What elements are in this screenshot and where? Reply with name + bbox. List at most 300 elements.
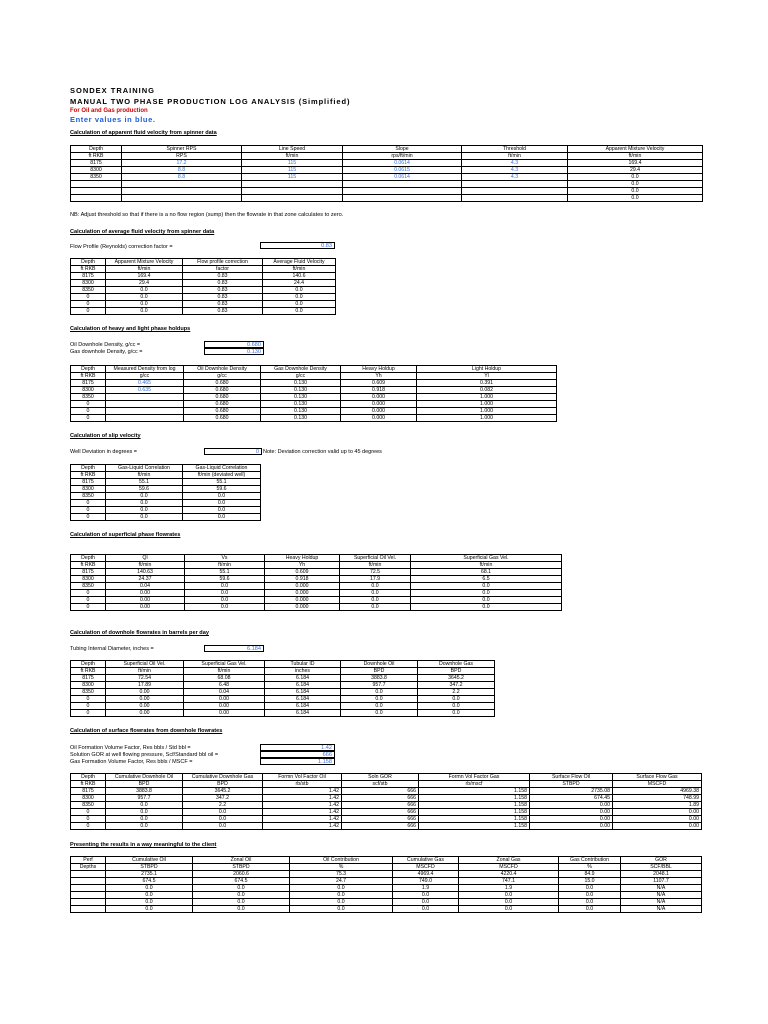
table-cell: 0 [71, 823, 106, 830]
table-cell: 957.7 [341, 682, 418, 689]
column-header: ft RKB [71, 562, 106, 569]
table-cell: 0.0 [568, 174, 703, 181]
table-cell: 8300 [71, 280, 106, 287]
table-row [71, 871, 702, 878]
table-cell: 0.0 [263, 308, 336, 315]
superficial-flowrates-table [70, 554, 562, 611]
column-header: STBPD [530, 781, 613, 788]
table-cell: 8175 [71, 479, 106, 486]
downhole-flowrates-table [70, 660, 495, 717]
table-cell: 0.0 [411, 597, 562, 604]
table-cell: 0.0 [559, 906, 621, 913]
column-header: BPD [106, 781, 183, 788]
column-header: % [559, 864, 621, 871]
column-header: ft/min [106, 472, 183, 479]
table-cell: 0 [71, 308, 106, 315]
table-cell: 666 [342, 823, 419, 830]
table-cell: 1107.7 [621, 878, 702, 885]
column-header: ft/min (deviated well) [183, 472, 261, 479]
table-cell: 0.0 [183, 816, 263, 823]
table-cell: 0.680 [184, 401, 261, 408]
table-cell: 1.89 [613, 802, 702, 809]
oil-density-input[interactable]: 0.680 [204, 341, 264, 348]
table-row [71, 273, 336, 280]
input-cell[interactable]: 8.8 [122, 174, 242, 181]
table-cell: 1.42 [263, 802, 342, 809]
input-cell[interactable]: 17.2 [122, 160, 242, 167]
table-cell: 666 [342, 788, 419, 795]
header-row [71, 266, 336, 273]
column-header: Soln GOR [342, 774, 419, 781]
table-cell: 666 [342, 795, 419, 802]
table-cell: 0.0 [340, 583, 411, 590]
column-header: ft RKB [71, 781, 106, 788]
table-cell: 68.1 [411, 569, 562, 576]
table-cell: 1.42 [263, 795, 342, 802]
column-header: Heavy Holdup [341, 366, 417, 373]
table-cell: 0.0 [418, 710, 495, 717]
column-header: Cumulative Downhole Oil [106, 774, 183, 781]
table-cell: 0.918 [265, 576, 340, 583]
header-row [71, 864, 702, 871]
table-cell: 0.000 [341, 401, 417, 408]
column-header: Measured Density from log [106, 366, 184, 373]
table-row [71, 167, 703, 174]
section-4-title: Calculation of slip velocity [70, 433, 141, 439]
table-cell: 4969.38 [613, 788, 702, 795]
table-cell: 0.0 [341, 689, 418, 696]
table-cell: 1.158 [419, 802, 530, 809]
table-cell [462, 181, 568, 188]
table-cell: 0.0 [568, 195, 703, 202]
input-cell[interactable]: 8.8 [122, 167, 242, 174]
column-header: BPD [183, 781, 263, 788]
table-cell: 8175 [71, 273, 106, 280]
column-header: Yh [265, 562, 340, 569]
column-header: Cumulative Downhole Gas [183, 774, 263, 781]
tubing-id-input[interactable]: 6.184 [204, 645, 264, 652]
column-header: ft/min [263, 266, 336, 273]
table-row [71, 493, 261, 500]
column-header: Oil Contribution [290, 857, 393, 864]
header-row [71, 472, 261, 479]
flow-profile-factor-label: Flow Profile (Reynolds) correction factor = [70, 244, 173, 250]
column-header: Gas-Liquid Correlation [106, 465, 183, 472]
table-cell: 2735.1 [106, 871, 193, 878]
column-header: Downhole Oil [341, 661, 418, 668]
well-deviation-label: Well Deviation in degrees = [70, 449, 138, 455]
table-cell: 0.0 [193, 892, 290, 899]
column-header: Yl [417, 373, 557, 380]
table-cell: 0.0 [193, 906, 290, 913]
input-cell[interactable]: 0.0614 [343, 174, 462, 181]
table-cell: 8350 [71, 689, 106, 696]
table-cell: 0 [71, 604, 106, 611]
column-header: ft RKB [71, 153, 122, 160]
table-cell [343, 181, 462, 188]
table-cell [122, 181, 242, 188]
table-cell: 8175 [71, 569, 106, 576]
table-cell: 0.130 [261, 394, 341, 401]
header-row [71, 366, 557, 373]
column-header: RPS [122, 153, 242, 160]
table-row [71, 408, 557, 415]
enter-values-note: Enter values in blue. [70, 115, 156, 124]
table-cell: 0.00 [530, 816, 613, 823]
input-cell[interactable]: 115 [242, 167, 343, 174]
table-cell: 0.000 [341, 408, 417, 415]
table-row [71, 696, 495, 703]
table-cell: 0.0 [340, 597, 411, 604]
table-cell: 0.83 [183, 294, 263, 301]
oil-fvf-input[interactable]: 1.42 [260, 744, 335, 751]
column-header: Flow profile correction [183, 259, 263, 266]
header-row [71, 259, 336, 266]
table-cell: 0.0 [341, 703, 418, 710]
table-cell: 1.000 [417, 415, 557, 422]
table-cell: 0.00 [106, 710, 184, 717]
table-cell: 0.00 [106, 689, 184, 696]
header-row [71, 668, 495, 675]
table-cell: 59.6 [106, 486, 183, 493]
column-header: Gas Downhole Density [261, 366, 341, 373]
column-header: Zonal Gas [459, 857, 559, 864]
column-header: MSCFD [459, 864, 559, 871]
table-cell: 0.00 [106, 604, 185, 611]
table-cell [71, 892, 106, 899]
table-cell: 0.0 [341, 696, 418, 703]
table-cell: N/A [621, 906, 702, 913]
column-header: ft/min [185, 562, 265, 569]
input-cell[interactable]: 4.3 [462, 167, 568, 174]
table-row [71, 802, 702, 809]
table-cell: 1.000 [417, 394, 557, 401]
column-header: ft/min [106, 266, 183, 273]
column-header: Downhole Gas [418, 661, 495, 668]
column-header: inches [265, 668, 341, 675]
document-title: SONDEX TRAINING [70, 86, 156, 95]
column-header: Depth [71, 146, 122, 153]
table-cell: 2.2 [183, 802, 263, 809]
table-cell: 1.42 [263, 823, 342, 830]
tubing-id-label: Tubing Internal Diameter, inches = [70, 646, 154, 652]
table-cell: 0.0 [290, 906, 393, 913]
table-cell: 140.63 [106, 569, 185, 576]
table-cell: 0.680 [184, 415, 261, 422]
table-cell: 0 [71, 816, 106, 823]
table-row [71, 280, 336, 287]
column-header: BPD [341, 668, 418, 675]
table-cell: 0.04 [106, 583, 185, 590]
gas-density-input[interactable]: 0.130 [204, 348, 264, 355]
table-cell: 0.0 [106, 500, 183, 507]
gas-fvf-input[interactable]: 1.158 [260, 758, 335, 765]
column-header: Depth [71, 366, 106, 373]
column-header: ft/min [568, 153, 703, 160]
column-header: GOR [621, 857, 702, 864]
table-cell: 347.2 [183, 795, 263, 802]
table-cell [71, 181, 122, 188]
column-header: ft/min [340, 562, 411, 569]
input-cell[interactable]: 4.3 [462, 174, 568, 181]
table-cell: 0.000 [265, 604, 340, 611]
column-header: Apparent Mixture Velocity [568, 146, 703, 153]
column-header: Vs [185, 555, 265, 562]
oil-density-label: Oil Downhole Density, g/cc = [70, 342, 141, 348]
table-cell: 8300 [71, 795, 106, 802]
table-cell: 169.4 [106, 273, 183, 280]
table-cell: 0.130 [261, 415, 341, 422]
gas-fvf-label: Gas Formation Volume Factor, Res bbls / MSCF = [70, 759, 193, 765]
table-cell: 140.6 [263, 273, 336, 280]
column-header: ft RKB [71, 668, 106, 675]
table-row [71, 710, 495, 717]
section-2-title: Calculation of average fluid velocity from spinner data [70, 229, 215, 235]
table-cell: 8350 [71, 394, 106, 401]
column-header: Threshold [462, 146, 568, 153]
table-row [71, 181, 703, 188]
table-cell: 6.5 [411, 576, 562, 583]
table-cell: 0.000 [265, 583, 340, 590]
table-cell: 1.158 [419, 795, 530, 802]
input-cell[interactable]: 4.3 [462, 160, 568, 167]
table-row [71, 809, 702, 816]
input-cell[interactable]: 0.635 [106, 387, 184, 394]
table-cell: 8300 [71, 167, 122, 174]
table-row [71, 387, 557, 394]
table-cell: 0.000 [265, 590, 340, 597]
table-row [71, 174, 703, 181]
input-cell[interactable]: 0.465 [106, 380, 184, 387]
table-cell: 0.130 [261, 401, 341, 408]
table-cell: 0.0 [185, 604, 265, 611]
table-cell: 0.000 [265, 597, 340, 604]
table-cell: 8350 [71, 583, 106, 590]
table-row [71, 682, 495, 689]
table-row [71, 795, 702, 802]
table-cell: 0.83 [183, 287, 263, 294]
input-cell[interactable]: 0.0614 [343, 160, 462, 167]
table-row [71, 294, 336, 301]
table-cell: 24.7 [290, 878, 393, 885]
column-header: Average Fluid Velocity [263, 259, 336, 266]
table-cell: 1.000 [417, 401, 557, 408]
table-cell: 0.00 [613, 809, 702, 816]
table-cell: 24.37 [106, 576, 185, 583]
table-cell [242, 195, 343, 202]
flow-profile-factor-input[interactable]: 0.83 [260, 242, 335, 249]
table-cell: 6.184 [265, 696, 341, 703]
table-cell: 0.0 [106, 816, 183, 823]
table-row [71, 486, 261, 493]
table-cell: 0.000 [341, 415, 417, 422]
table-cell [122, 195, 242, 202]
table-cell: 4220.4 [459, 871, 559, 878]
surface-flowrates-table [70, 773, 702, 830]
column-header: ft/min [411, 562, 562, 569]
table-cell: 0.0 [418, 696, 495, 703]
table-row [71, 479, 261, 486]
table-cell: 6.48 [184, 682, 265, 689]
table-cell: 0.0 [341, 710, 418, 717]
column-header: ft/min [106, 668, 184, 675]
table-cell: 0.83 [183, 280, 263, 287]
header-row [71, 373, 557, 380]
table-cell: 0.0 [183, 507, 261, 514]
table-row [71, 514, 261, 521]
table-cell: 4969.4 [393, 871, 459, 878]
section-5-title: Calculation of superficial phase flowrates [70, 532, 181, 538]
header-row [71, 555, 562, 562]
table-row [71, 823, 702, 830]
column-header: g/cc [184, 373, 261, 380]
table-cell [71, 906, 106, 913]
table-cell: 8350 [71, 802, 106, 809]
table-cell: 1.000 [417, 408, 557, 415]
well-deviation-input[interactable]: 0 [204, 448, 262, 455]
table-row [71, 885, 702, 892]
column-header: g/cc [261, 373, 341, 380]
table-cell: 1.42 [263, 809, 342, 816]
table-cell: 666 [342, 809, 419, 816]
column-header: % [290, 864, 393, 871]
table-row [71, 500, 261, 507]
table-cell: 0.0 [106, 899, 193, 906]
table-cell: 0.00 [184, 710, 265, 717]
table-cell: 0.04 [184, 689, 265, 696]
table-cell: 0 [71, 500, 106, 507]
table-cell: 84.9 [559, 871, 621, 878]
table-cell: 29.4 [106, 280, 183, 287]
table-cell: 0.00 [530, 823, 613, 830]
header-row [71, 781, 702, 788]
deviation-note: Note: Deviation correction valid up to 45 degrees [263, 449, 382, 455]
table-cell: 0.0 [418, 703, 495, 710]
table-cell: 1.158 [419, 809, 530, 816]
table-cell: 1.42 [263, 816, 342, 823]
table-cell: 8300 [71, 576, 106, 583]
header-row [71, 146, 703, 153]
table-cell: 0.0 [459, 892, 559, 899]
table-cell: 55.1 [183, 479, 261, 486]
solution-gor-input[interactable]: 666 [260, 751, 335, 758]
table-cell: 6.184 [265, 675, 341, 682]
column-header: Formn Vol Factor Oil [263, 774, 342, 781]
table-row [71, 703, 495, 710]
table-cell [71, 195, 122, 202]
table-cell: 0.000 [341, 394, 417, 401]
table-cell: 8350 [71, 493, 106, 500]
table-cell: 0.0 [106, 823, 183, 830]
column-header: MSCFD [393, 864, 459, 871]
apparent-velocity-table [70, 145, 703, 202]
table-cell [71, 871, 106, 878]
table-cell [106, 394, 184, 401]
table-cell: 3883.8 [341, 675, 418, 682]
table-cell [106, 415, 184, 422]
table-cell: 0 [71, 809, 106, 816]
holdup-table [70, 365, 557, 422]
table-cell: 2048.1 [621, 871, 702, 878]
column-header: Superficial Oil Vel. [340, 555, 411, 562]
table-cell [71, 885, 106, 892]
table-cell: 0.0 [185, 583, 265, 590]
table-cell: 0.680 [184, 380, 261, 387]
table-cell: 1.42 [263, 788, 342, 795]
threshold-note: NB: Adjust threshold so that if there is a no flow region (sump) then the flowrate in that zone calculates to zero. [70, 212, 344, 218]
table-cell: 666 [342, 802, 419, 809]
client-results-table [70, 856, 702, 913]
table-cell: 68.08 [184, 675, 265, 682]
column-header: Surface Flow Gas [613, 774, 702, 781]
table-cell: 674.45 [530, 795, 613, 802]
table-row [71, 604, 562, 611]
table-cell: 0.0 [340, 590, 411, 597]
table-cell: 0.00 [530, 809, 613, 816]
table-cell: 0.609 [341, 380, 417, 387]
column-header: Cumulative Oil [106, 857, 193, 864]
table-cell: N/A [621, 899, 702, 906]
column-header: Light Holdup [417, 366, 557, 373]
input-cell[interactable]: 115 [242, 160, 343, 167]
table-cell: 8300 [71, 387, 106, 394]
table-cell: N/A [621, 885, 702, 892]
table-cell [106, 408, 184, 415]
table-cell: 0.0 [393, 899, 459, 906]
column-header: Perf [71, 857, 106, 864]
table-cell: 0.0 [568, 181, 703, 188]
column-header: Superficial Oil Vel. [106, 661, 184, 668]
table-cell: 6.184 [265, 703, 341, 710]
column-header: Formn Vol Factor Gas [419, 774, 530, 781]
table-cell: 0.0 [106, 287, 183, 294]
input-cell[interactable]: 0.0615 [343, 167, 462, 174]
section-7-title: Calculation of surface flowrates from downhole flowrates [70, 728, 223, 734]
table-row [71, 160, 703, 167]
table-row [71, 401, 557, 408]
table-cell: 0 [71, 703, 106, 710]
table-cell: 0.0 [106, 802, 183, 809]
column-header: BPD [418, 668, 495, 675]
table-cell: 0.0 [290, 885, 393, 892]
column-header: Yh [341, 373, 417, 380]
table-cell: 0.0 [411, 583, 562, 590]
table-cell: 0 [71, 507, 106, 514]
table-cell: 0.0 [193, 885, 290, 892]
table-cell: 0.0 [263, 294, 336, 301]
table-cell: 2060.6 [193, 871, 290, 878]
table-cell [343, 188, 462, 195]
table-cell: 749.0 [393, 878, 459, 885]
table-cell: 0.0 [183, 500, 261, 507]
table-cell: 0.0 [559, 892, 621, 899]
table-row [71, 597, 562, 604]
table-cell: 0.00 [106, 696, 184, 703]
table-cell: 0.00 [184, 696, 265, 703]
input-cell[interactable]: 115 [242, 174, 343, 181]
table-row [71, 301, 336, 308]
table-cell: 0.0 [183, 493, 261, 500]
table-row [71, 878, 702, 885]
section-1-title: Calculation of apparent fluid velocity from spinner data [70, 130, 217, 136]
table-cell: 0.130 [261, 408, 341, 415]
table-cell: 0.0 [106, 885, 193, 892]
column-header: Superficial Gas Vel. [411, 555, 562, 562]
table-cell [71, 899, 106, 906]
table-cell: 0.0 [185, 597, 265, 604]
column-header: Gas Contribution [559, 857, 621, 864]
table-cell: 674.5 [193, 878, 290, 885]
